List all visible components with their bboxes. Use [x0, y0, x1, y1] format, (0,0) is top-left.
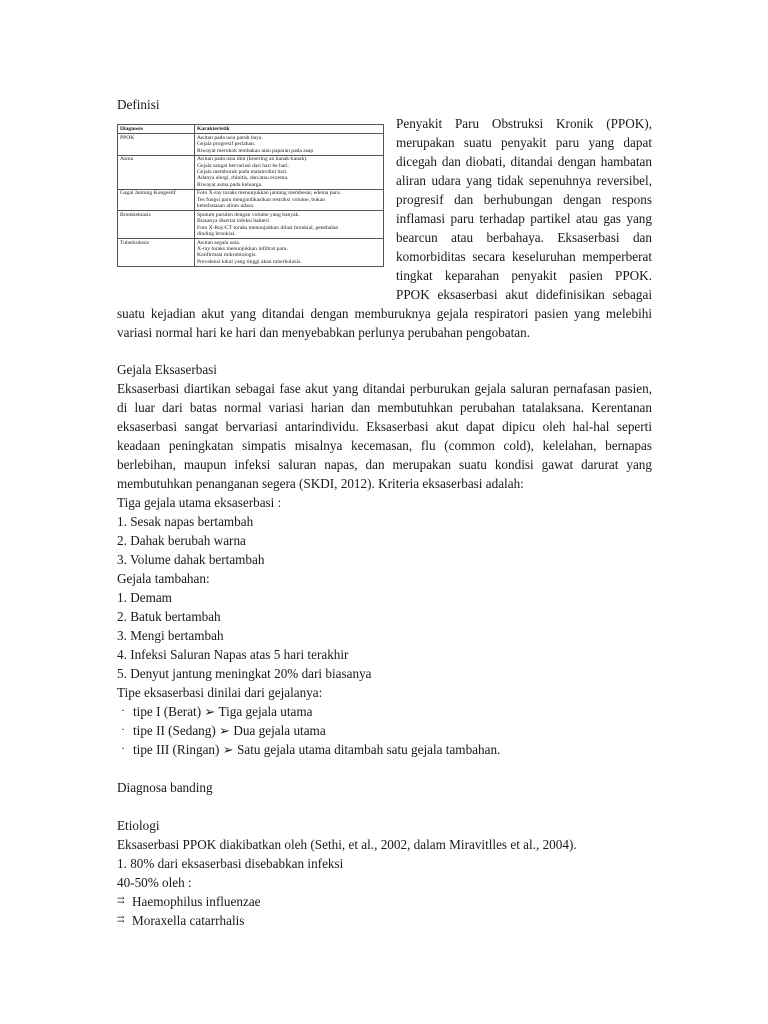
bullet-icon: · [121, 741, 125, 755]
gejala-utama-title: Tiga gejala utama eksaserbasi : [117, 495, 282, 510]
bullet-icon: · [121, 703, 125, 717]
list-item: 2. Dahak berubah warna [117, 533, 246, 548]
karakteristik-line: Gejala memburuk pada malam/dini hari. [197, 169, 288, 175]
karakteristik-line: Foto X-ray toraks menunjukkan jantung membesar, edema paru. [197, 190, 342, 197]
list-item: Haemophilus influenzae [132, 894, 261, 909]
table-row [118, 189, 384, 210]
karakteristik-line: X-ray toraks menunjukkan infiltrat paru. [197, 246, 288, 253]
karakteristik-line: Riwayat merokok tembakau atau paparan pada asap [197, 147, 314, 154]
list-item: 4. Infeksi Saluran Napas atas 5 hari terakhir [117, 647, 349, 662]
karakteristik-line: Gejala progresif perlahan. [197, 141, 256, 148]
list-item: tipe II (Sedang) ➢ Dua gejala utama [133, 723, 326, 738]
karakteristik-line: Awitan pada usia paruh baya. [197, 134, 263, 141]
karakteristik-line: dinding bronkial. [197, 231, 236, 238]
list-item: 2. Batuk bertambah [117, 609, 221, 624]
table-cell-karakteristik [195, 239, 384, 267]
karakteristik-line: Prevalensi lokal yang tinggi akan tuberkulosis. [197, 258, 302, 265]
gejala-paragraph-line: di luar dari batas normal variasi harian dan membutuhkan perubahan tatalaksana. Kerentanan [117, 400, 652, 415]
karakteristik-line: Riwayat asma pada keluarga. [197, 181, 263, 188]
etiologi-line: Eksaserbasi PPOK diakibatkan oleh (Sethi, et al., 2002, dalam Miravitlles et al., 2004). [117, 837, 577, 852]
gejala-tambahan-title: Gejala tambahan: [117, 571, 210, 586]
differential-table [117, 124, 384, 267]
table-cell-diagnosis: PPOK [118, 134, 195, 155]
table-cell-diagnosis: Tuberkulosis [118, 239, 195, 267]
gejala-heading: Gejala Eksaserbasi [117, 362, 217, 377]
bullet-icon: · [121, 722, 125, 736]
gejala-paragraph-line: berlebihan, maupun infeksi saluran napas, dan merupakan suatu kondisi gawat darurat yang [117, 457, 652, 472]
gejala-paragraph-line: eksaserbasi sangat bervariasi antarindividu. Eksaserbasi akut dapat dipicu oleh hal-hal seperti [117, 419, 652, 434]
definisi-right-line: progresif dan berhubungan dengan respons [396, 192, 652, 207]
definisi-right-line: PPOK eksaserbasi akut didefinisikan sebagai [396, 287, 652, 302]
table-row [118, 134, 384, 155]
arrow-icon: ⇉ [117, 895, 125, 905]
table-cell-diagnosis: Asma [118, 155, 195, 189]
list-item: Moraxella catarrhalis [132, 913, 245, 928]
etiologi-heading: Etiologi [117, 818, 160, 833]
list-item: tipe I (Berat) ➢ Tiga gejala utama [133, 704, 313, 719]
karakteristik-line: Gejala sangat bervariasi dari hari ke hari. [197, 162, 290, 169]
table-header-row [118, 125, 384, 134]
gejala-paragraph-line: membutuhkan penanganan segera (SKDI, 2012). Kriteria eksaserbasi adalah: [117, 476, 524, 491]
gejala-paragraph-line: keadaan peningkatan simpatis misalnya kecemasan, flu (common cold), kelelahan, bernapas [117, 438, 652, 453]
table-row [118, 239, 384, 267]
list-item: tipe III (Ringan) ➢ Satu gejala utama ditambah satu gejala tambahan. [133, 742, 501, 757]
definisi-right-line: dicegah dan diobati, ditandai dengan hambatan [396, 154, 652, 169]
etiologi-line: 40-50% oleh : [117, 875, 192, 890]
list-item: 3. Volume dahak bertambah [117, 552, 265, 567]
table-header-diagnosis: Diagnosis [118, 125, 195, 134]
table-cell-karakteristik [195, 211, 384, 239]
table-cell-karakteristik [195, 155, 384, 189]
list-item: 1. Demam [117, 590, 172, 605]
gejala-paragraph-line: Eksaserbasi diartikan sebagai fase akut yang ditandai perburukan gejala saluran pernafasan pasien, [117, 381, 652, 396]
table-cell-diagnosis: Bronkiektasis [118, 211, 195, 239]
list-item: 1. Sesak napas bertambah [117, 514, 254, 529]
table-row [118, 155, 384, 189]
karakteristik-line: Awitan segala usia. [197, 239, 241, 246]
definisi-right-line: merupakan suatu penyakit paru yang dapat [396, 135, 652, 150]
definisi-full-line: suatu kejadian akut yang ditandai dengan memburuknya gejala respiratori pasien yang melebihi [117, 306, 652, 321]
table-row [118, 211, 384, 239]
karakteristik-line: Adanya alergi, rhinitis, dan/atau eczema. [197, 175, 289, 182]
arrow-icon: ⇉ [117, 914, 125, 924]
gejala-tipe-title: Tipe eksaserbasi dinilai dari gejalanya: [117, 685, 323, 700]
karakteristik-line: Tes fungsi paru mengindikasikan restriksi volume, bukan [197, 196, 326, 203]
etiologi-line: 1. 80% dari eksaserbasi disebabkan infeksi [117, 856, 344, 871]
karakteristik-line: Awitan pada usia dini (kesering an kanak-kanak). [197, 156, 308, 163]
definisi-right-line: tingkat keparahan penyakit pasien PPOK. [396, 268, 652, 283]
karakteristik-line: Sputum purulen dengan volume yang banyak. [197, 211, 300, 218]
definisi-full-line: variasi normal hari ke hari dan menyebabkan perlunya perubahan pengobatan. [117, 325, 531, 340]
list-item: 5. Denyut jantung meningkat 20% dari biasanya [117, 666, 372, 681]
definisi-right-line: aliran udara yang tidak sepenuhnya reversibel, [396, 173, 652, 188]
definisi-right-line: bearcun atau berbahaya. Eksaserbasi dan [396, 230, 652, 245]
definisi-right-line: inflamasi paru terhadap partikel atau gas yang [396, 211, 652, 226]
table-cell-karakteristik [195, 189, 384, 210]
karakteristik-line: Biasanya disertai infeksi bakteri. [197, 218, 271, 225]
definisi-right-line: komorbiditas secara keseluruhan memperberat [396, 249, 652, 264]
table-cell-karakteristik [195, 134, 384, 155]
karakteristik-line: keterbatasan aliran udara. [197, 203, 255, 210]
karakteristik-line: Konfirmasi mikrobiologis. [197, 252, 257, 259]
list-item: 3. Mengi bertambah [117, 628, 224, 643]
karakteristik-line: Foto X-Ray/CT toraks menunjukkan dilasi bronkial, penebalan [197, 224, 339, 231]
definisi-right-line: Penyakit Paru Obstruksi Kronik (PPOK), [396, 116, 652, 131]
table-header-karakteristik: Karakteristik [195, 125, 384, 134]
table-cell-diagnosis: Gagal Jantung Kongestif [118, 189, 195, 210]
definisi-heading: Definisi [117, 97, 160, 112]
diagnosa-banding-heading: Diagnosa banding [117, 780, 213, 795]
